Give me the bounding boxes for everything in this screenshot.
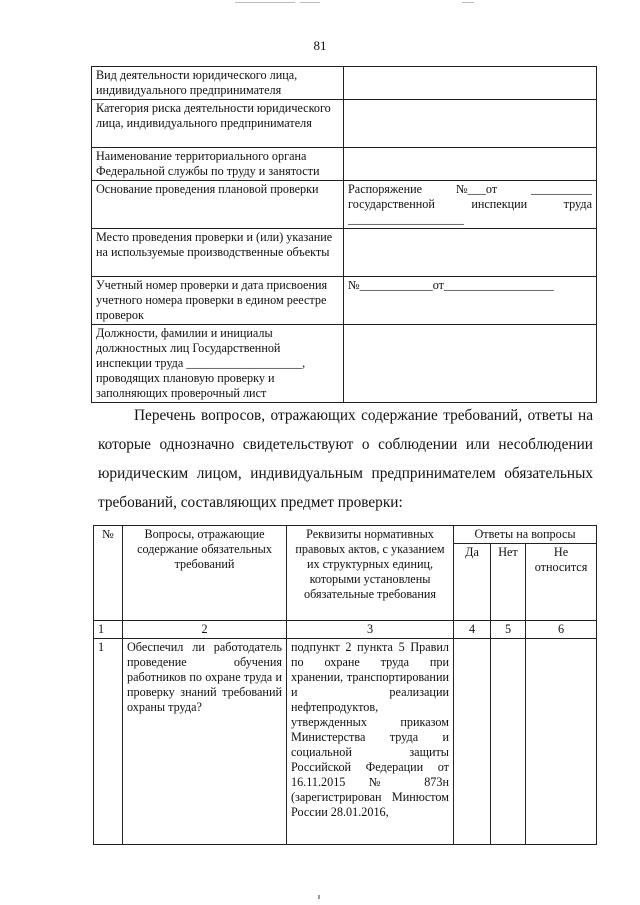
row-value: [344, 325, 597, 403]
header-answers: Ответы на вопросы: [454, 526, 597, 544]
paragraph-text: Перечень вопросов, отражающих содержание требований, ответы на которые однозначно свидетельствуют о соблюдении или несоблюдении юридическим лицом, индивидуальным предпринимателем обязательных требований, составляющих предмет проверки:: [98, 407, 593, 511]
column-number: 5: [491, 621, 526, 639]
column-number: 6: [526, 621, 597, 639]
table-row: [92, 229, 597, 277]
basis-number: №___от: [455, 182, 498, 196]
table-row: [92, 277, 597, 325]
header-num: №: [94, 526, 123, 621]
table-header-row: [94, 526, 597, 544]
table-row: [92, 148, 597, 181]
row-label: Вид деятельности юридического лица, индивидуального предпринимателя: [92, 67, 344, 100]
basis-line-2: [348, 197, 592, 212]
basis-word: инспекции: [471, 197, 528, 211]
table-row: [92, 67, 597, 100]
inspection-info-table: [91, 66, 597, 403]
row-value: [344, 100, 597, 148]
section-paragraph: [98, 401, 593, 517]
scan-bottom-mark: [318, 895, 320, 899]
header-no: Нет: [491, 544, 526, 621]
answer-no: [491, 639, 526, 845]
row-value: [344, 148, 597, 181]
column-number: 4: [454, 621, 491, 639]
header-question: Вопросы, отражающие содержание обязательных требований: [123, 526, 287, 621]
column-number: 3: [287, 621, 454, 639]
basis-order: Распоряжение: [348, 182, 423, 196]
basis-value: [344, 181, 597, 229]
registry-value: №____________от__________________: [344, 277, 597, 325]
basis-word: государственной: [348, 197, 435, 211]
numbering-row: [94, 621, 597, 639]
row-value: [344, 67, 597, 100]
question-text: Обеспечил ли работодатель проведение обучения работников по охране труда и проверку знаний требований охраны труда?: [123, 639, 287, 845]
row-label: Учетный номер проверки и дата присвоения учетного номера проверки в едином реестре проверок: [92, 277, 344, 325]
header-yes: Да: [454, 544, 491, 621]
header-requisites: Реквизиты нормативных правовых актов, с указанием их структурных единиц, которыми установлены обязательные требования: [287, 526, 454, 621]
scan-top-marks: [0, 0, 640, 8]
answer-na: [526, 639, 597, 845]
basis-line-1: [348, 182, 592, 197]
table-row: [94, 639, 597, 845]
question-num: 1: [94, 639, 123, 845]
row-label: Должности, фамилии и инициалы должностных лиц Государственной инспекции труда ___________________, проводящих плановую проверку и заполняющих проверочный лист: [92, 325, 344, 403]
row-label: Наименование территориального органа Федеральной службы по труду и занятости: [92, 148, 344, 181]
questions-table: [93, 525, 597, 845]
basis-date-blank: __________: [531, 182, 592, 196]
column-number: 2: [123, 621, 287, 639]
header-na: Не относится: [526, 544, 597, 621]
page-number: 81: [313, 38, 327, 53]
basis-line-3: ___________________: [348, 212, 464, 226]
answer-yes: [454, 639, 491, 845]
row-label: Место проведения проверки и (или) указание на используемые производственные объекты: [92, 229, 344, 277]
table-row: [92, 100, 597, 148]
question-requisites: подпункт 2 пункта 5 Правил по охране труда при хранении, транспортировании и реализации нефтепродуктов, утвержденных приказом Министерства труда и социальной защиты Российской Федерации от 16.11.2015 № 873н (зарегистрирован Минюстом России 28.01.2016,: [287, 639, 454, 845]
table-row: [92, 181, 597, 229]
table-row: [92, 325, 597, 403]
column-number: 1: [94, 621, 123, 639]
basis-word: труда: [563, 197, 592, 211]
row-label: Категория риска деятельности юридического лица, индивидуального предпринимателя: [92, 100, 344, 148]
row-value: [344, 229, 597, 277]
row-label: Основание проведения плановой проверки: [92, 181, 344, 229]
